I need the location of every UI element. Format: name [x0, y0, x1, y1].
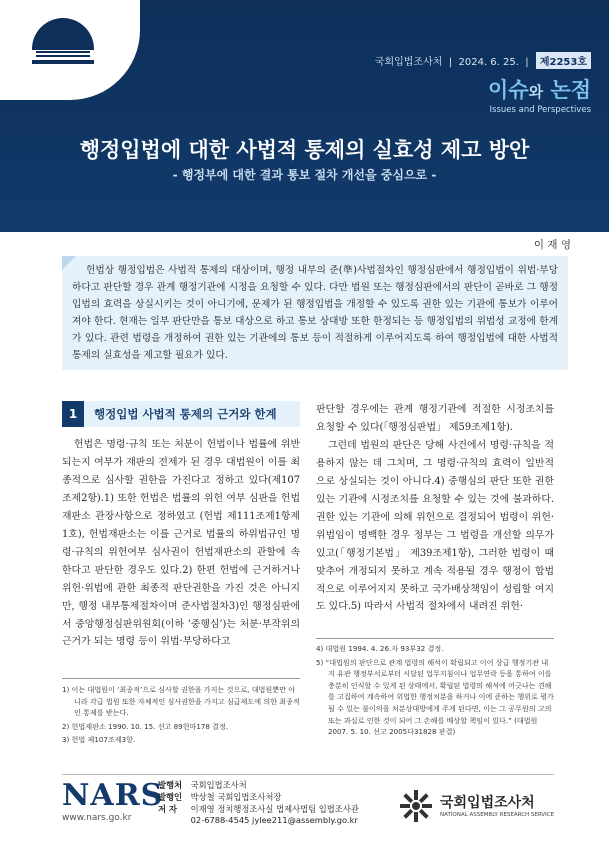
- footnote: 5) “대법원의 판단으로 관계 법령의 해석이 확립되고 이어 상급 행정기관 내지 유관 행정부서로부터 시달된 업무지침이나 업무연락 등을 통하여 이를 충분히 인식할 수 있게 된 상태에서, 확립된 법령의 해석에 어긋나는 견해를 고집하여 계속하여 위법한 행정처분을 하거나 이에 준하는 행위로 평가될 수 있는 불이익을 처분상대방에게 주게 된다면, 이는 그 공무원의 고의 또는 과실로 인한 것이 되어 그 손해를 배상할 책임이 있다.” (대법원 2007. 5. 10. 선고 2005다31828 판결): [316, 657, 554, 737]
- body-text-left: 헌법은 명령·규칙 또는 처분이 헌법이나 법률에 위반되는지 여부가 재판의 전제가 된 경우 대법원이 이를 최종적으로 심사할 권한을 가진다고 정하고 있다(제107조제2항).1) 또한 헌법은 법률의 위헌 여부 심판을 헌법재판소 관장사항으로 정하였고 (헌법 제111조제1항제1호), 헌법재판소는 이를 근거로 법률의 하위법규인 명령·규칙의 위헌여부 심사권이 헌법재판소의 관할에 속한다고 판단한 경우도 있다.2) 한편 헌법에 근거하거나 위헌·위법에 관한 최종적 판단권한을 가진 것은 아니지만, 행정 내부통제절차이며 준사법절차3)인 행정심판에서 중앙행정심판위원회(이하 ‘중행심’)는 처분·부작위의 근거가 되는 명령 등이 위법·부당하다고: [62, 439, 300, 648]
- issue-number: 제2253호: [536, 52, 591, 69]
- summary-corner-decoration: [62, 256, 76, 270]
- summary-box: 헌법상 행정입법은 사법적 통제의 대상이며, 행정 내부의 준(準)사법절차인 행정심판에서 행정입법이 위법·부당하다고 판단할 경우 관계 행정기관에 시정을 요청할 수 있다. 다만 법원 또는 행정심판에서의 판단이 곧바로 그 행정입법의 효력을 상실시키는 것이 아니기에, 문제가 된 행정입법을 개정할 수 있도록 권한 있는 기관에 통보가 이루어져야 한다. 현재는 일부 판단만을 통보 대상으로 하고 통보 상대방 또한 한정되는 등 행정입법의 위법성 교정에 한계가 있다. 관련 법령을 개정하여 권한 있는 기관에의 통보 등이 적절하게 이루어지도록 하여 행정입법에 대한 사법적 통제의 실효성을 제고할 필요가 있다.: [62, 256, 568, 370]
- issue-date: 2024. 6. 25.: [458, 57, 519, 68]
- assembly-dome-icon: [32, 18, 94, 70]
- imprint-label: 발행처: [158, 780, 183, 790]
- organization-emblem-icon: [398, 788, 434, 824]
- header: [0, 0, 609, 232]
- footnotes-right: [316, 643, 554, 740]
- imprint-label: 저 자: [158, 803, 177, 814]
- footnotes-left: [62, 684, 300, 748]
- footnote: 4) 대법원 1994. 4. 26.자 93부32 결정.: [316, 644, 444, 653]
- footnote-divider: [62, 678, 300, 679]
- publisher: 국회입법조사처: [374, 57, 443, 68]
- imprint: [158, 780, 359, 827]
- footnote: 2) 헌법재판소 1990. 10. 15. 선고 89헌마178 결정.: [62, 721, 229, 731]
- organization-logo: [398, 788, 558, 828]
- website-link[interactable]: www.nars.go.kr: [62, 813, 132, 823]
- brand-word-1: 이슈: [488, 78, 529, 102]
- author: 이 재 영: [533, 239, 571, 251]
- page-title: 행정입법에 대한 사법적 통제의 실효성 제고 방안: [79, 138, 530, 162]
- organization-name: 국회입법조사처: [440, 795, 535, 811]
- brand-english: Issues and Perspectives: [489, 105, 591, 115]
- nars-logo: NARS: [62, 778, 164, 813]
- contact-info: 02-6788-4545 jylee211@assembly.go.kr: [190, 815, 358, 826]
- footnote: 3) 헌법 제107조제3항.: [62, 735, 136, 745]
- imprint-label: 발행인: [158, 791, 183, 802]
- publication-line: 국회입법조사처 | 2024. 6. 25. | 제2253호: [375, 52, 591, 69]
- brand-word-2: 논점: [550, 78, 591, 102]
- brand-conjunction: 와: [528, 83, 544, 101]
- section-title: 행정입법 사법적 통제의 근거와 한계: [94, 407, 277, 421]
- series-brand: [488, 74, 591, 115]
- body-paragraph: 그런데 법원의 판단은 당해 사건에서 명령·규칙을 적용하지 않는 데 그치며, 그 명령·규칙의 효력이 일반적으로 상실되는 것이 아니다.4) 중행심의 판단 또한 권한 있는 기관에 시정조치를 요청할 수 있는 것에 불과하다. 권한 있는 기관에 의해 위헌으로 결정되어 법령이 위헌·위법임이 명백한 경우 정부는 그 법령을 개선할 의무가 있고(「행정기본법」 제39조제1항), 그러한 법령이 때맞추어 개정되지 못하고 계속 적용될 경우 행정이 합법적으로 이루어지지 못하고 국가배상책임이 성립할 여지도 있다.5) 따라서 사법적 절차에서 내려진 위헌·: [316, 439, 554, 613]
- organization-name-english: NATIONAL ASSEMBLY RESEARCH SERVICE: [440, 812, 555, 818]
- section-number: 1: [62, 401, 84, 427]
- footnote-divider: [316, 638, 554, 639]
- imprint-value: 박상철 국회입법조사처장: [190, 791, 282, 802]
- body-paragraph: 판단할 경우에는 관계 행정기관에 적절한 시정조치를 요청할 수 있다(「행정심판법」 제59조제1항).: [316, 404, 554, 433]
- footnote: 1) 이는 대법원이 ‘최종적’으로 심사할 권한을 가지는 것으로, 대법원뿐만 아니라 각급 법원 또한 자체적인 심사권한을 가지고 심급제도에 의한 최종적인 통제를 받는다.: [62, 685, 300, 718]
- footer-divider: [62, 774, 554, 775]
- section-header: [62, 401, 300, 427]
- page-subtitle: - 행정부에 대한 결과 통보 절차 개선을 중심으로 -: [172, 168, 437, 182]
- body-text-right: [316, 401, 554, 616]
- imprint-value: 국회입법조사처: [190, 780, 247, 790]
- imprint-value: 이재영 정치행정조사실 법제사법팀 입법조사관: [190, 803, 359, 814]
